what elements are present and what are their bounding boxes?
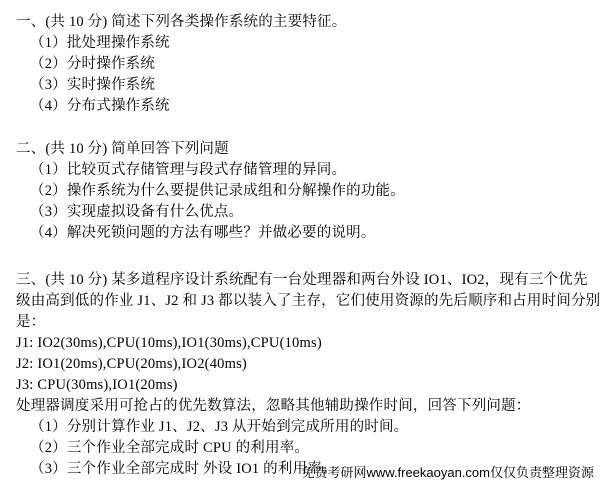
section-three-item-1: （1）分别计算作业 J1、J2、J3 从开始到完成所用的时间。: [30, 419, 409, 435]
spacer-two-three: [16, 244, 590, 270]
section-three-item-3: （3）三个作业全部完成时 外设 IO1 的利用率。: [30, 461, 337, 477]
section-one-item-4: （4）分布式操作系统: [30, 98, 170, 114]
section-two: [16, 139, 590, 244]
section-one: [16, 12, 590, 117]
job-line-j1: J1: IO2(30ms),CPU(10ms),IO1(30ms),CPU(10ms): [16, 335, 322, 351]
section-two-item-4: （4）解决死锁问题的方法有哪些？并做必要的说明。: [30, 225, 376, 241]
section-three-heading-line-2: 级由高到低的作业 J1、J2 和 J3 都以装入了主存，它们使用资源的先后顺序和占用时间分别: [16, 293, 601, 309]
section-two-heading: 二、(共 10 分) 简单回答下列问题: [16, 141, 229, 157]
section-three-note: 处理器调度采用可抢占的优先数算法，忽略其他辅助操作时间，回答下列问题：: [16, 398, 531, 414]
section-one-item-3: （3）实时操作系统: [30, 77, 156, 93]
section-three-heading-line-1: 三、(共 10 分) 某多道程序设计系统配有一台处理器和两台外设 IO1、IO2，现有三个优先: [16, 272, 588, 288]
job-line-j2: J2: IO1(20ms),CPU(20ms),IO2(40ms): [16, 356, 247, 372]
section-three: [16, 270, 601, 480]
section-one-item-1: （1）批处理操作系统: [30, 35, 170, 51]
section-three-heading-line-3: 是：: [16, 314, 46, 330]
section-two-item-3: （3）实现虚拟设备有什么优点。: [30, 204, 244, 220]
site-watermark: 免费考研网www.freekaoyan.com仅仅负责整理资源: [301, 465, 594, 480]
job-line-j3: J3: CPU(30ms),IO1(20ms): [16, 377, 178, 393]
spacer-one-two: [16, 117, 590, 139]
section-two-item-2: （2）操作系统为什么要提供记录成组和分解操作的功能。: [30, 183, 405, 199]
section-two-item-1: （1）比较页式存储管理与段式存储管理的异同。: [30, 162, 347, 178]
section-three-item-2: （2）三个作业全部完成时 CPU 的利用率。: [30, 440, 310, 456]
section-one-item-2: （2）分时操作系统: [30, 56, 156, 72]
section-one-heading: 一、(共 10 分) 简述下列各类操作系统的主要特征。: [16, 14, 347, 30]
